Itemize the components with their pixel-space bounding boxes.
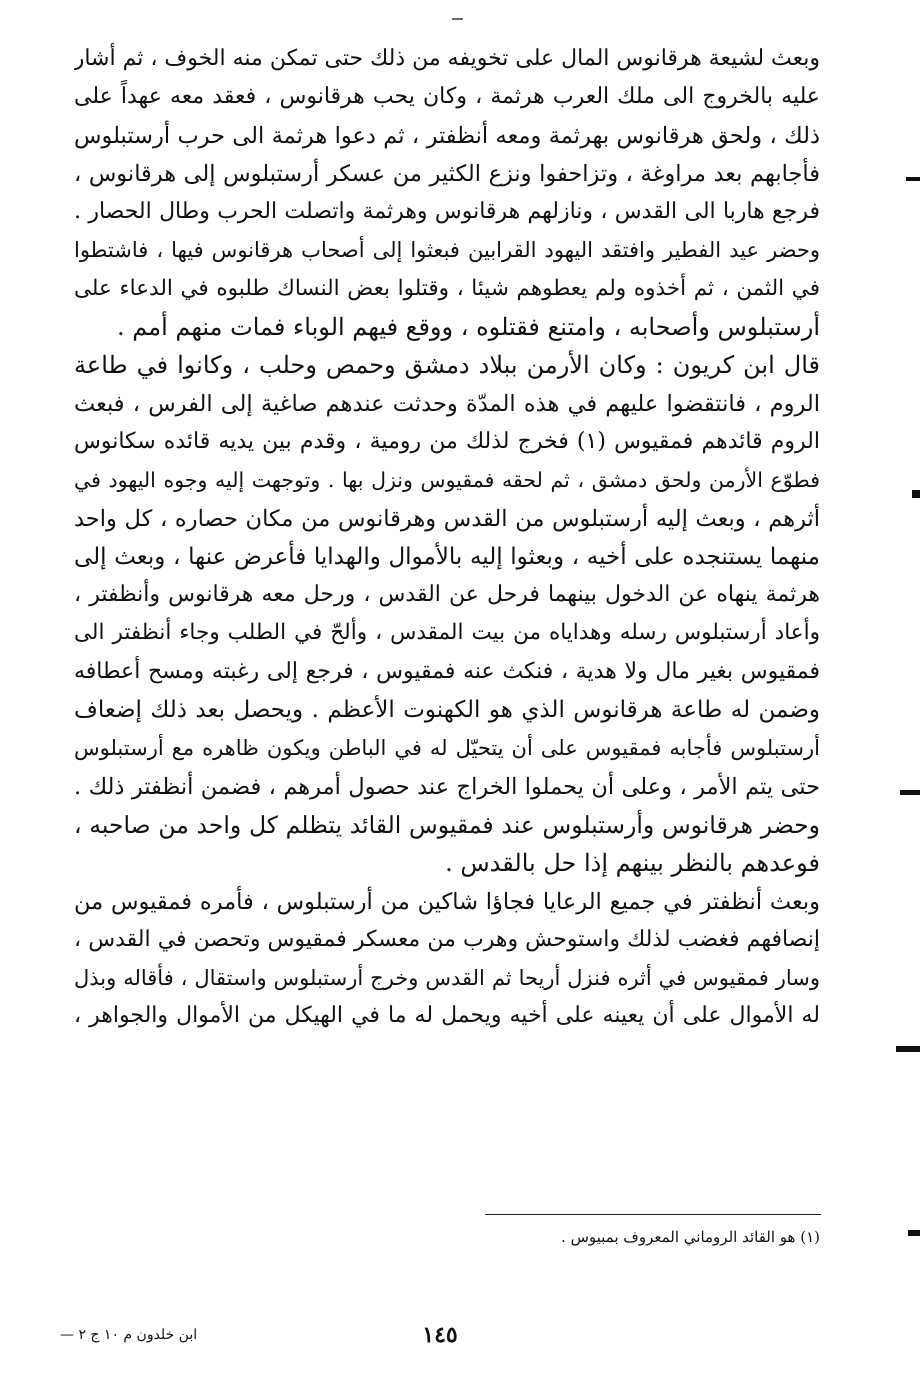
text-line: إنصافهم فغضب لذلك واستوحش وهرب من معسكر فمقيوس وتحصن في القدس ،	[74, 926, 820, 952]
margin-mark	[896, 1046, 920, 1052]
text-line: فأجابهم بعد مراوغة ، وتزاحفوا ونزع الكثير من عسكر أرستبلوس إلى هرقانوس ،	[74, 160, 820, 187]
text-line: في الثمن ، ثم أخذوه ولم يعطوهم شيئا ، وقتلوا بعض النساك طلبوه في الدعاء على	[74, 275, 820, 301]
text-line: منهما يستنجده على أخيه ، وبعثوا إليه بالأموال والهدايا فأعرض عنها ، وبعث إلى	[74, 543, 820, 570]
text-line: وحضر هرقانوس وأرستبلوس عند فمقيوس القائد يتظلم كل واحد من صاحبه ،	[74, 810, 820, 839]
body-text	[74, 40, 820, 1036]
text-line: وسار فمقيوس في أثره فنزل أريحا ثم القدس وخرج أرستبلوس واستقال ، فأقاله وبذل	[74, 966, 820, 991]
text-line: وأعاد أرستبلوس رسله وهداياه من بيت المقدس ، وألحّ في الطلب وجاء أنظفتر الى	[74, 620, 820, 646]
text-line: هرثمة ينهاه عن الدخول بينهما فرحل عن القدس ، ورحل معه هرقانوس وأنظفتر ،	[74, 582, 820, 608]
top-mark	[452, 18, 463, 20]
text-line: وضمن له طاعة هرقانوس الذي هو الكهنوت الأعظم . ويحصل بعد ذلك إضعاف	[74, 697, 820, 724]
text-line: وبعث لشيعة هرقانوس المال على تخويفه من ذلك حتى تمكن منه الخوف ، ثم أشار	[74, 46, 820, 71]
page-number: ١٤٥	[422, 1322, 458, 1348]
margin-mark	[912, 490, 920, 498]
text-line: فمقيوس بغير مال ولا هدية ، فنكث عنه فمقيوس ، فرجع إلى رغبته ومسح أعطافه	[74, 658, 820, 684]
text-line: له الأموال على أن يعينه على أخيه ويحمل له ما في الهيكل من الأموال والجواهر ،	[74, 1003, 820, 1029]
text-line: فرجع هاربا الى القدس ، ونازلهم هرقانوس وهرثمة واتصلت الحرب وطال الحصار .	[74, 199, 820, 225]
text-line: ذلك ، ولحق هرقانوس بهرثمة ومعه أنظفتر ، ثم دعوا هرثمة الى حرب أرستبلوس	[74, 122, 820, 149]
margin-mark	[900, 790, 920, 795]
text-line: الروم قائدهم فمقيوس (١) فخرج لذلك من رومية ، وقدم بين يديه قائده سكانوس	[74, 428, 820, 454]
text-line: فطوّع الأرمن ولحق دمشق ، ثم لحقه فمقيوس ونزل بها . وتوجهت إليه وجوه اليهود في	[74, 468, 820, 493]
text-line: وبعث أنظفتر في جميع الرعايا فجاؤا شاكين من أرستبلوس ، فأمره فمقيوس من	[74, 888, 820, 915]
margin-mark	[908, 1230, 920, 1236]
margin-mark	[906, 177, 920, 181]
text-line: وحضر عيد الفطير وافتقد اليهود القرابين فبعثوا إلى أصحاب هرقانوس فيها ، فاشتطوا	[74, 238, 820, 263]
text-line: عليه بالخروج الى ملك العرب هرثمة ، وكان يحب هرقانوس ، فعقد معه عهداً على	[74, 84, 820, 110]
text-line: الروم ، فانتقضوا عليهم في هذه المدّة وحدثت عندهم صاغية إلى الفرس ، فبعث	[74, 390, 820, 417]
footnote: (١) هو القائد الروماني المعروف بمبيوس .	[561, 1228, 820, 1246]
text-line: أرستبلوس وأصحابه ، وامتنع فقتلوه ، ووقع فيهم الوباء فمات منهم أمم .	[116, 313, 820, 342]
text-line: أثرهم ، وبعث إليه أرستبلوس من القدس وهرقانوس من مكان حصاره ، كل واحد	[74, 505, 820, 532]
signature-line: ابن خلدون م ١٠ ج ٢ —	[60, 1327, 198, 1343]
footnote-divider	[485, 1214, 821, 1215]
text-line: قال ابن كريون : وكان الأرمن ببلاد دمشق وحمص وحلب ، وكانوا في طاعة	[74, 351, 820, 380]
text-line: حتى يتم الأمر ، وعلى أن يحملوا الخراج عند حصول أمرهم ، فضمن أنظفتر ذلك .	[74, 773, 820, 800]
text-line: أرستبلوس فأجابه فمقيوس على أن يتحيّل له في الباطن ويكون ظاهره مع أرستبلوس	[74, 736, 820, 761]
text-line: فوعدهم بالنظر بينهم إذا حل بالقدس .	[445, 849, 820, 878]
